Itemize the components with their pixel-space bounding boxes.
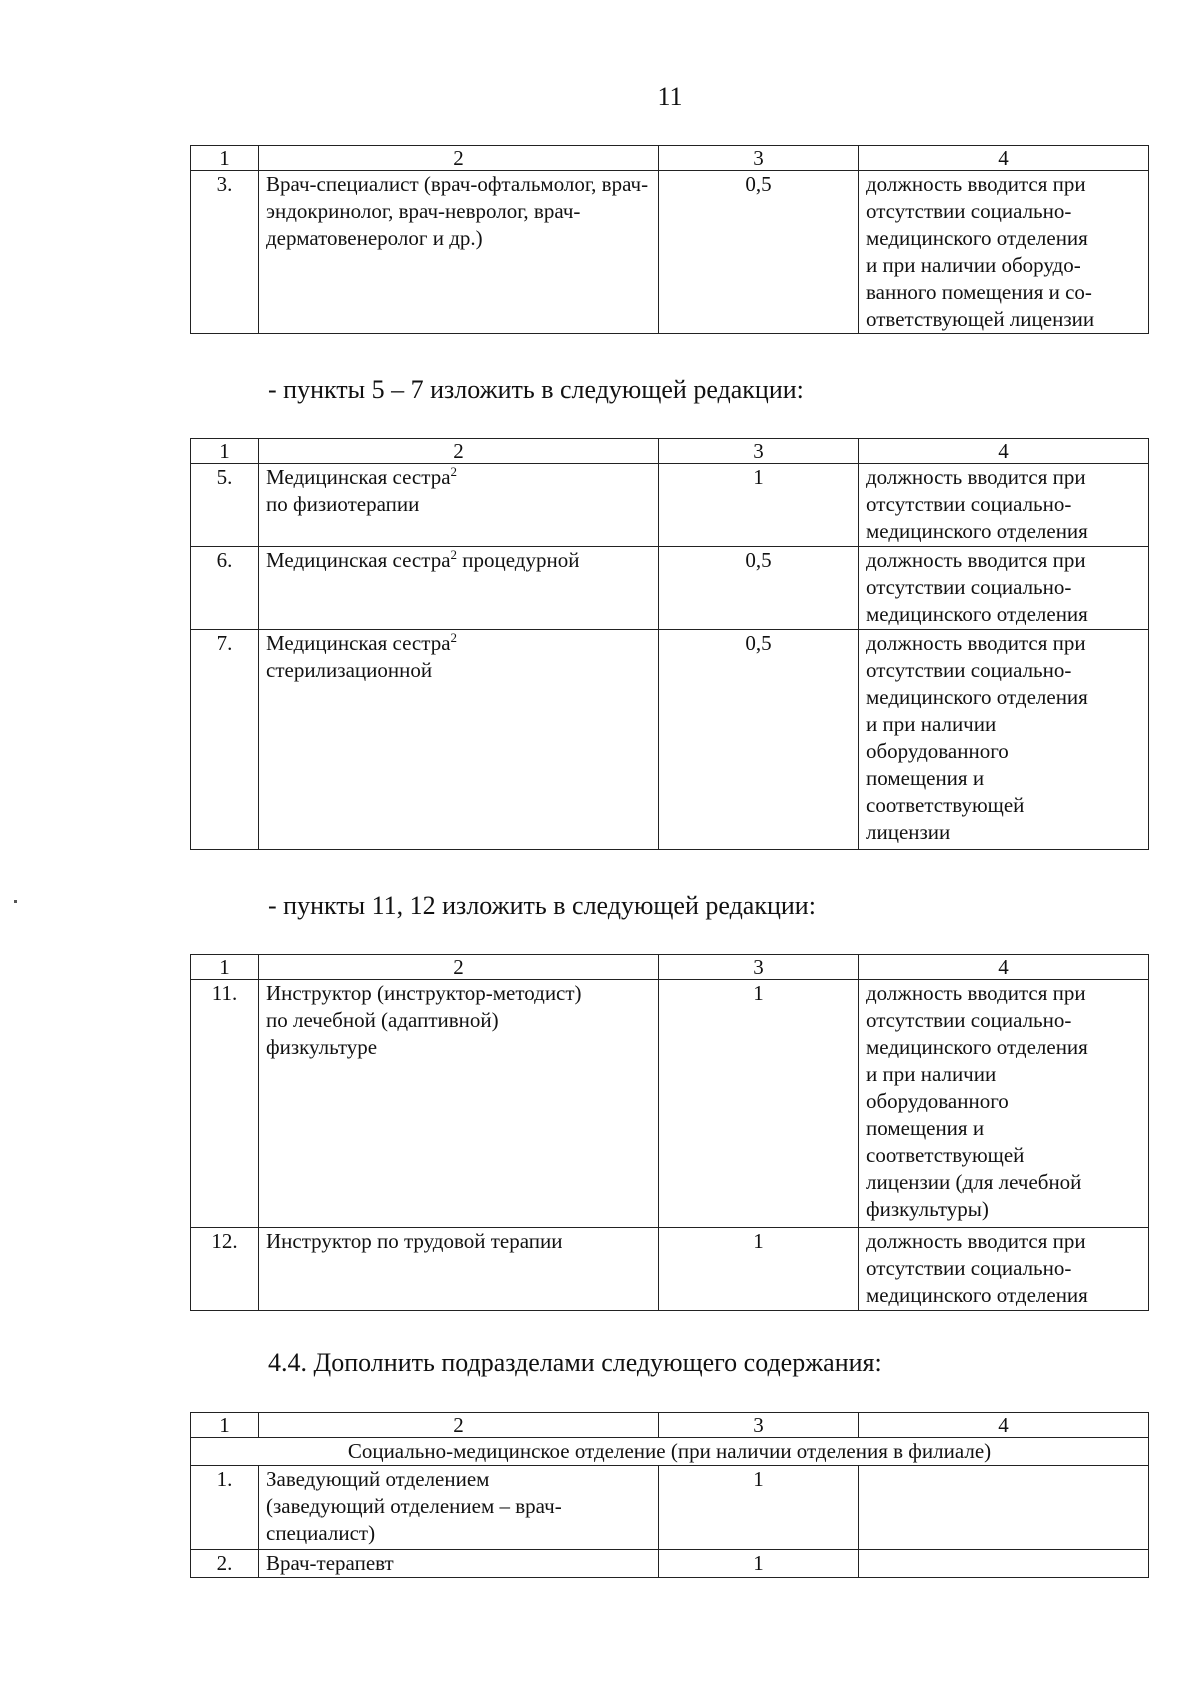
note <box>859 171 1149 334</box>
note <box>859 630 1149 850</box>
column-header: 4 <box>859 955 1149 980</box>
note <box>859 1228 1149 1311</box>
column-header: 2 <box>259 1413 659 1438</box>
column-header: 3 <box>659 146 859 171</box>
position-name-tail: процедурной <box>457 548 580 572</box>
staff-count: 0,5 <box>659 547 859 630</box>
position-name-text: Медицинская сестра <box>266 631 451 655</box>
staff-count: 1 <box>659 980 859 1228</box>
column-header: 2 <box>259 146 659 171</box>
section-title: Социально-медицинское отделение (при наличии отделения в филиале) <box>191 1438 1149 1466</box>
amendment-heading: - пункты 11, 12 изложить в следующей редакции: <box>268 891 816 920</box>
note-text: должность вводится при отсутствии социально- медицинского отделения <box>866 548 1088 626</box>
column-header-row <box>191 1413 1149 1438</box>
table-row <box>191 1228 1149 1311</box>
column-header: 3 <box>659 439 859 464</box>
column-header: 4 <box>859 1413 1149 1438</box>
note-text: должность вводится при отсутствии социально- медицинского отделения <box>866 465 1088 543</box>
note-text: должность вводится при отсутствии социально- медицинского отделения <box>866 1229 1088 1307</box>
column-header: 1 <box>191 146 259 171</box>
table-row <box>191 1466 1149 1550</box>
position-name-text: Заведующий отделением (заведующий отделением – врач- специалист) <box>266 1467 562 1545</box>
footnote-mark: 2 <box>450 464 458 479</box>
row-number: 3. <box>191 171 259 334</box>
position-name <box>259 464 659 547</box>
position-name <box>259 980 659 1228</box>
column-header-row <box>191 146 1149 171</box>
position-name-text: Инструктор (инструктор-методист) по лечебной (адаптивной) физкультуре <box>266 981 582 1059</box>
column-header: 1 <box>191 1413 259 1438</box>
staff-count: 1 <box>659 464 859 547</box>
column-header: 2 <box>259 955 659 980</box>
position-name: Инструктор по трудовой терапии <box>259 1228 659 1311</box>
table-row <box>191 1550 1149 1578</box>
row-number: 11. <box>191 980 259 1228</box>
note-text: должность вводится при отсутствии социально- медицинского отделения и при наличии оборудованного помещения и соответствующей лицензии <box>866 631 1088 844</box>
position-name-tail: по физиотерапии <box>266 492 420 516</box>
column-header: 1 <box>191 955 259 980</box>
staff-table-1 <box>190 145 1149 334</box>
staff-count: 1 <box>659 1550 859 1578</box>
scan-speck <box>14 900 17 903</box>
section-heading: 4.4. Дополнить подразделами следующего содержания: <box>268 1348 882 1377</box>
column-header-row <box>191 439 1149 464</box>
column-header: 3 <box>659 1413 859 1438</box>
row-number: 6. <box>191 547 259 630</box>
position-name <box>259 630 659 850</box>
table-row <box>191 171 1149 334</box>
row-number: 12. <box>191 1228 259 1311</box>
footnote-mark: 2 <box>450 547 458 562</box>
page-number: 11 <box>657 82 683 111</box>
staff-table-4 <box>190 1412 1149 1578</box>
row-number: 7. <box>191 630 259 850</box>
position-name: Врач-терапевт <box>259 1550 659 1578</box>
staff-count: 0,5 <box>659 630 859 850</box>
column-header: 3 <box>659 955 859 980</box>
row-number: 5. <box>191 464 259 547</box>
staff-count: 1 <box>659 1228 859 1311</box>
position-name-text: Медицинская сестра <box>266 465 451 489</box>
column-header: 1 <box>191 439 259 464</box>
column-header: 2 <box>259 439 659 464</box>
column-header-row <box>191 955 1149 980</box>
note-text: должность вводится при отсутствии социально- медицинского отделения и при наличии оборудованного помещения и соответствующей лицензии (для лечебной физкультуры) <box>866 981 1088 1221</box>
table-row <box>191 630 1149 850</box>
staff-table-3 <box>190 954 1149 1311</box>
note <box>859 1466 1149 1550</box>
table-row <box>191 547 1149 630</box>
footnote-mark: 2 <box>450 630 458 645</box>
note-text: должность вводится при отсутствии социально- медицинского отделения и при наличии оборудо- ванного помещения и со- ответствующей лицензии <box>866 172 1095 331</box>
position-name <box>259 547 659 630</box>
amendment-heading: - пункты 5 – 7 изложить в следующей редакции: <box>268 375 804 404</box>
position-name <box>259 1466 659 1550</box>
row-number: 1. <box>191 1466 259 1550</box>
staff-table-2 <box>190 438 1149 850</box>
position-name: Врач-специалист (врач-офтальмолог, врач-эндокринолог, врач-невролог, врач-дерматовенеролог и др.) <box>259 171 659 334</box>
section-title-row <box>191 1438 1149 1466</box>
note <box>859 464 1149 547</box>
column-header: 4 <box>859 439 1149 464</box>
staff-count: 1 <box>659 1466 859 1550</box>
position-name-tail: стерилизационной <box>266 658 433 682</box>
note <box>859 1550 1149 1578</box>
note <box>859 547 1149 630</box>
table-row <box>191 980 1149 1228</box>
staff-count: 0,5 <box>659 171 859 334</box>
position-name-text: Медицинская сестра <box>266 548 451 572</box>
column-header: 4 <box>859 146 1149 171</box>
row-number: 2. <box>191 1550 259 1578</box>
table-row <box>191 464 1149 547</box>
note <box>859 980 1149 1228</box>
